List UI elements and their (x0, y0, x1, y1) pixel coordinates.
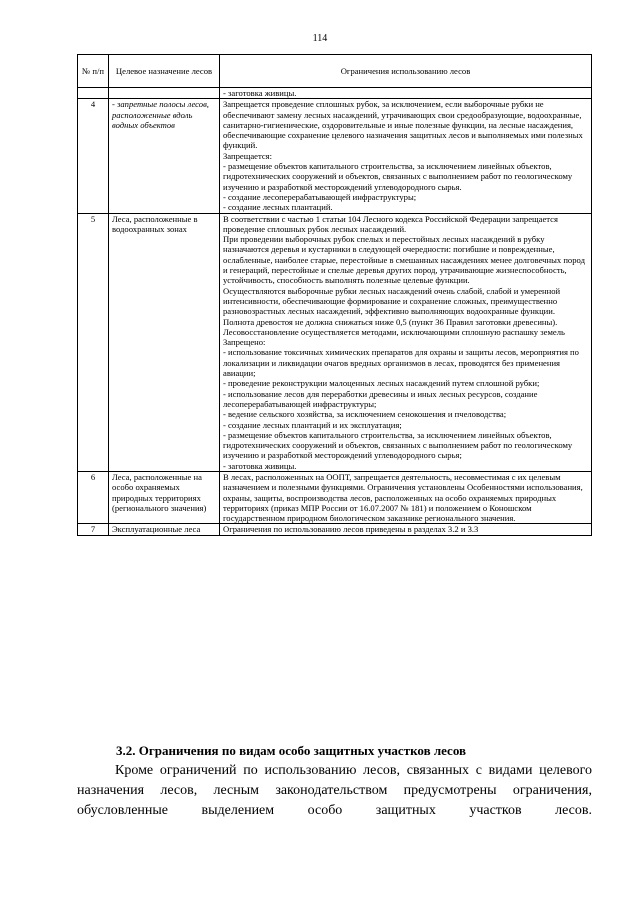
header-purpose: Целевое назначение лесов (109, 55, 220, 88)
page-number: 114 (312, 33, 328, 44)
restriction-line: - создание лесоперерабатывающей инфраструктуры; (223, 191, 417, 202)
restriction-line: - использование токсичных химических препаратов для охраны и защиты лесов, мероприятия по локализации и ликвидации очагов вредных организмов в лесах, проводятся без применения авиации; (223, 347, 579, 379)
restrictions-table (77, 54, 592, 536)
row-purpose: - запретные полосы лесов, расположенные вдоль водных объектов (109, 99, 220, 213)
table-row-carry-over (78, 88, 592, 99)
table-row (78, 99, 592, 213)
row-restrictions (220, 213, 592, 471)
row-purpose: Леса, расположенные на особо охраняемых природных территориях (регионального значения) (109, 471, 220, 523)
table-row (78, 524, 592, 535)
restriction-line: - использование лесов для переработки древесины и иных лесных ресурсов, создание лесоперерабатывающей инфраструктуры; (223, 388, 538, 409)
cell-empty (109, 88, 220, 99)
row-restrictions (220, 524, 592, 535)
table-row (78, 213, 592, 471)
section-heading: 3.2. Ограничения по видам особо защитных участков лесов (116, 743, 467, 758)
row-restrictions (220, 471, 592, 523)
row-purpose: Эксплуатационные леса (109, 524, 220, 535)
restriction-line: - создание лесных плантаций. (223, 202, 333, 213)
row-num: 6 (78, 471, 109, 523)
cell-empty (78, 88, 109, 99)
row-purpose: Леса, расположенные в водоохранных зонах (109, 213, 220, 471)
restriction-line: В соответствии с частью 1 статьи 104 Лесного кодекса Российской Федерации запрещается проведение сплошных рубок лесных насаждений. (223, 213, 558, 234)
restriction-line: Запрещено: (223, 337, 266, 348)
body-paragraph: Кроме ограничений по использованию лесов, связанных с видами целевого назначения лесов, лесным законодательством предусмотрены ограничения, обусловленные выделением особо защитных участков лесов. (77, 763, 592, 818)
restriction-line: - создание лесных плантаций и их эксплуатация; (223, 419, 402, 430)
carry-over-text: - заготовка живицы. (220, 88, 592, 99)
restriction-line: При проведении выборочных рубок спелых и перестойных лесных насаждений в рубку назначаются деревья и кустарники в следующей очередности: погибшие и поврежденные, ослабленные, наиболее старые, перестойные в смешанных насаждениях менее долговечных пород и генераций, перестойные и спелые деревья других пород, утрачивающие жизнеспособность, устойчивость, способность выполнять полезные целевые функции. (223, 234, 585, 286)
restriction-line: Ограничения по использованию лесов приведены в разделах 3.2 и 3.3 (223, 524, 479, 535)
restriction-line: В лесах, расположенных на ООПТ, запрещается деятельность, несовместимая с их целевым назначением и полезными функциями. Ограничения установлены Особенностями использования, охраны, защиты, воспроизводства лесов, расположенных на особо охраняемых природных территориях (приказ МПР России от 16.07.2007 № 181) и положением о Коношском государственном природном биологическом заказнике регионального значения. (223, 471, 583, 524)
body-paragraph-container (77, 761, 592, 821)
row-num: 4 (78, 99, 109, 213)
restriction-line: - размещение объектов капитального строительства, за исключением линейных объектов, гидротехнических сооружений и объектов, связанных с выполнением работ по геологическому изучению и разработкой месторождений углеводородного сырья; (223, 429, 573, 461)
restriction-line: Лесовосстановление осуществляется методами, исключающими сплошную распашку земель (223, 326, 565, 337)
restriction-line: - проведение реконструкции малоценных лесных насаждений путем сплошной рубки; (223, 378, 540, 389)
header-num: № п/п (78, 55, 109, 88)
table-row (78, 471, 592, 523)
restriction-line: Запрещается проведение сплошных рубок, за исключением, если выборочные рубки не обеспечивают замену лесных насаждений, утрачивающих свои средообразующие, водоохранные, санитарно-гигиенические, оздоровительные и иные полезные функции, на лесные насаждения, обеспечивающие сохранение целевого назначения защитных лесов и выполняемых ими полезных функций. (223, 99, 583, 151)
restriction-line: - ведение сельского хозяйства, за исключением сенокошения и пчеловодства; (223, 409, 507, 420)
restriction-line: Запрещается: (223, 150, 272, 161)
row-restrictions (220, 99, 592, 213)
table-header-row (78, 55, 592, 88)
row-num: 7 (78, 524, 109, 535)
restriction-line: - заготовка живицы. (223, 460, 297, 471)
header-restrictions: Ограничения использованию лесов (220, 55, 592, 88)
restriction-line: - размещение объектов капитального строительства, за исключением линейных объектов, гидротехнических сооружений и объектов, связанных с выполнением работ по геологическому изучению и разработкой месторождений углеводородного сырья. (223, 161, 573, 192)
restriction-line: Осуществляются выборочные рубки лесных насаждений очень слабой, слабой и умеренной интенсивности, обеспечивающие формирование и сохранение сложных, преимущественно разновозрастных лесных насаждений, эффективно выполняющих водоохранные функции. Полнота древостоя не должна снижаться ниже 0,5 (пункт 36 Правил заготовки древесины). (223, 285, 561, 327)
row-num: 5 (78, 213, 109, 471)
